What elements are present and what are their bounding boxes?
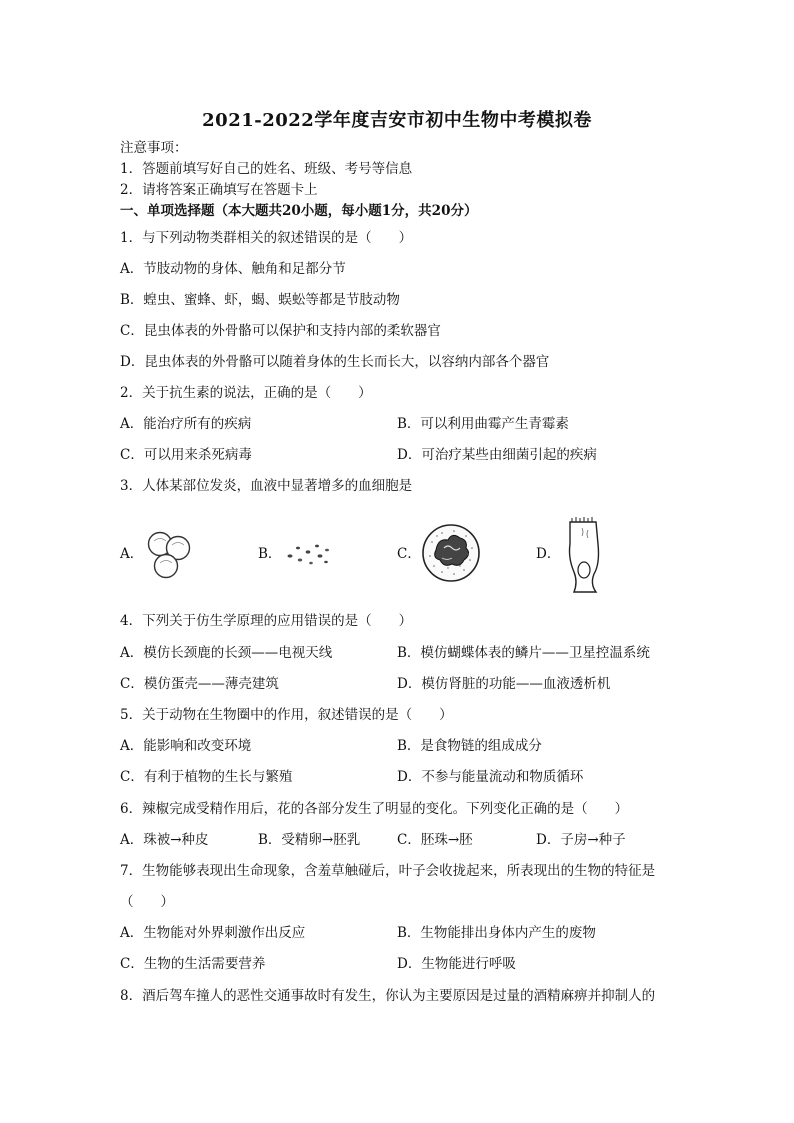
red-blood-cells-image (146, 526, 192, 582)
q3-option-a: A． (120, 546, 144, 562)
q2-option-d: D．可治疗某些由细菌引起的疾病 (397, 447, 597, 463)
notice-item-2: 2．请将答案正确填写在答题卡上 (120, 182, 318, 198)
q2-option-a: A．能治疗所有的疾病 (120, 416, 252, 432)
q3-option-c: C． (397, 546, 421, 562)
section-heading: 一、单项选择题（本大题共20小题，每小题1分，共20分） (120, 203, 478, 219)
q5-option-d: D．不参与能量流动和物质循环 (397, 769, 584, 785)
q5-stem: 5．关于动物在生物圈中的作用，叙述错误的是（ ） (120, 707, 453, 723)
white-blood-cell-image (420, 522, 482, 584)
q7-stem-bracket: （ ） (120, 894, 174, 910)
q5-option-b: B．是食物链的组成成分 (397, 738, 542, 754)
exam-title: 2021-2022学年度吉安市初中生物中考模拟卷 (202, 110, 592, 131)
q6-option-c: C．胚珠→胚 (397, 832, 473, 848)
q2-stem: 2．关于抗生素的说法，正确的是（ ） (120, 385, 372, 401)
q7-option-d: D．生物能进行呼吸 (397, 956, 516, 972)
q1-stem: 1．与下列动物类群相关的叙述错误的是（ ） (120, 230, 413, 246)
q4-option-c: C．模仿蛋壳——薄壳建筑 (120, 676, 279, 692)
q6-option-d: D．子房→种子 (536, 832, 626, 848)
q1-option-a: A．节肢动物的身体、触角和足都分节 (120, 261, 346, 277)
q7-stem: 7．生物能够表现出生命现象，含羞草触碰后，叶子会收拢起来，所表现出的生物的特征是 (120, 863, 656, 879)
q2-option-b: B．可以利用曲霉产生青霉素 (397, 416, 569, 432)
columnar-cell-image (560, 514, 610, 596)
notice-item-1: 1．答题前填写好自己的姓名、班级、考号等信息 (120, 161, 413, 177)
q7-option-b: B．生物能排出身体内产生的废物 (397, 925, 596, 941)
q6-stem: 6．辣椒完成受精作用后，花的各部分发生了明显的变化。下列变化正确的是（ ） (120, 801, 629, 817)
q2-option-c: C．可以用来杀死病毒 (120, 447, 252, 463)
q4-option-d: D．模仿肾脏的功能——血液透析机 (397, 676, 611, 692)
q5-option-a: A．能影响和改变环境 (120, 738, 252, 754)
q3-stem: 3．人体某部位发炎，血液中显著增多的血细胞是 (120, 478, 413, 494)
platelets-image (284, 540, 332, 570)
notice-heading: 注意事项： (120, 140, 188, 156)
q1-option-b: B．蝗虫、蜜蜂、虾，蝎、蜈蚣等都是节肢动物 (120, 292, 400, 308)
q1-option-c: C．昆虫体表的外骨骼可以保护和支持内部的柔软器官 (120, 323, 441, 339)
q3-option-d: D． (536, 546, 561, 562)
q4-option-b: B．模仿蝴蝶体表的鳞片——卫星控温系统 (397, 645, 650, 661)
q4-stem: 4．下列关于仿生学原理的应用错误的是（ ） (120, 613, 413, 629)
q1-option-d: D．昆虫体表的外骨骼可以随着身体的生长而长大，以容纳内部各个器官 (120, 354, 550, 370)
q7-option-c: C．生物的生活需要营养 (120, 956, 266, 972)
q4-option-a: A．模仿长颈鹿的长颈——电视天线 (120, 645, 333, 661)
q7-option-a: A．生物能对外界刺激作出反应 (120, 925, 306, 941)
q5-option-c: C．有利于植物的生长与繁殖 (120, 769, 293, 785)
q3-option-b: B． (258, 546, 282, 562)
q6-option-a: A．珠被→种皮 (120, 832, 209, 848)
q8-stem: 8．酒后驾车撞人的恶性交通事故时有发生，你认为主要原因是过量的酒精麻痹并抑制人的 (120, 988, 656, 1004)
q6-option-b: B．受精卵→胚乳 (258, 832, 361, 848)
